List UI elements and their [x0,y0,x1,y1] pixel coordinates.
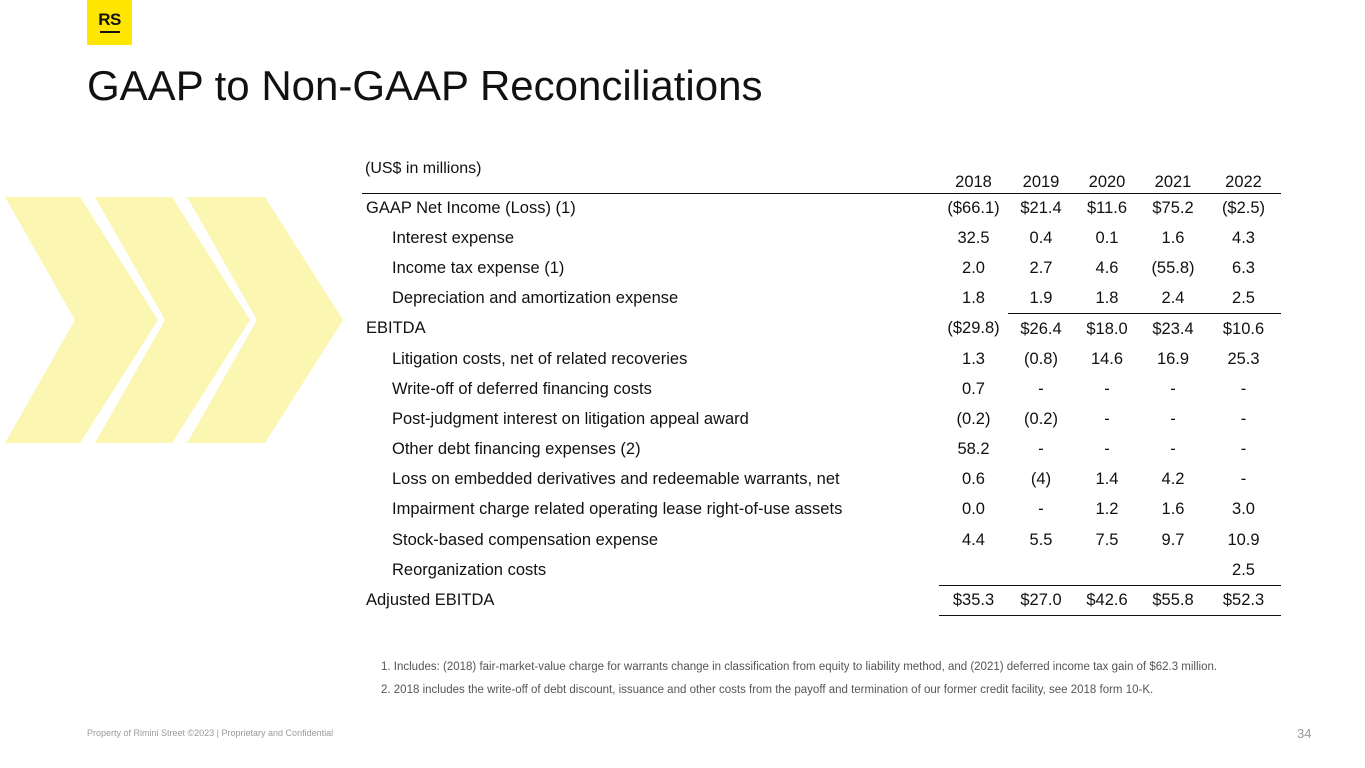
value-cell: ($2.5) [1221,198,1266,217]
logo-underline [100,31,120,33]
value-cell: 1.8 [962,289,985,308]
value-cell: $18.0 [1074,314,1140,344]
value-cell: 0.4 [1029,228,1053,247]
value-cell: 2.0 [962,258,985,277]
value-cell: $55.8 [1140,585,1206,615]
value-cell: (0.2) [1024,409,1058,428]
value-cell: 4.6 [1095,258,1119,277]
value-cell: $21.4 [1020,198,1062,217]
value-cell: - [1104,379,1110,398]
value-cell: $52.3 [1206,585,1281,615]
value-cell: 2.4 [1161,288,1185,307]
value-cell [939,555,1008,585]
value-cell: 4.2 [1161,470,1185,489]
row-label: Loss on embedded derivatives and redeemable warrants, net [392,470,840,489]
value-cell: 0.0 [962,500,985,519]
footnote-1: 1. Includes: (2018) fair-market-value charge for warrants change in classification from equity to liability method, and (2021) deferred income tax gain of $62.3 million. [381,661,1218,673]
row-label: Adjusted EBITDA [366,591,495,610]
row-label: Other debt financing expenses (2) [392,440,641,459]
value-cell: 25.3 [1227,349,1260,368]
year-header: 2020 [1074,170,1140,193]
page-number: 34 [1297,726,1312,741]
page-title: GAAP to Non-GAAP Reconciliations [87,62,763,109]
table-header-row [362,170,1281,193]
row-label: Post-judgment interest on litigation appeal award [392,409,749,428]
row-label: Impairment charge related operating lease right-of-use assets [392,500,843,519]
year-header: 2021 [1140,170,1206,193]
value-cell: (4) [1030,470,1052,489]
value-cell: 6.3 [1232,258,1255,277]
row-label: Litigation costs, net of related recoveries [392,349,688,368]
value-cell: - [1240,409,1247,428]
value-cell: (0.8) [1024,349,1058,368]
table-row [362,314,1281,344]
value-cell: - [1170,379,1176,398]
value-cell: 0.7 [962,379,985,398]
value-cell: 16.9 [1156,349,1190,368]
header-label-cell [362,170,939,193]
value-cell [1074,555,1140,585]
value-cell: 1.2 [1095,500,1119,519]
value-cell: - [1104,440,1110,459]
table-row [362,404,1281,434]
reconciliation-table [362,170,1281,616]
value-cell: ($66.1) [947,198,1000,217]
year-header: 2019 [1008,170,1074,193]
value-cell: $11.6 [1086,198,1128,217]
row-label: Interest expense [392,228,514,247]
row-label: Income tax expense (1) [392,258,565,277]
value-cell: 58.2 [957,440,990,459]
value-cell: - [1240,470,1247,489]
value-cell: $26.4 [1008,314,1074,344]
table-row [362,495,1281,525]
year-header: 2022 [1206,170,1281,193]
table-row [362,223,1281,253]
value-cell: 1.8 [1095,288,1119,307]
footnote-2: 2. 2018 includes the write-off of debt discount, issuance and other costs from the payoff and termination of our former credit facility, see 2018 form 10-K. [381,684,1154,696]
value-cell: $10.6 [1206,314,1281,344]
value-cell: - [1240,440,1247,459]
value-cell [1140,555,1206,585]
footer-copyright: Property of Rimini Street ©2023 | Proprietary and Confidential [87,728,334,738]
value-cell: $35.3 [939,585,1008,615]
value-cell: - [1104,409,1110,428]
value-cell: - [1240,379,1247,398]
row-label: Stock-based compensation expense [392,530,658,549]
table-row [362,465,1281,495]
row-label: Depreciation and amortization expense [392,289,679,308]
value-cell: 2.5 [1232,288,1255,307]
table-row [362,525,1281,555]
value-cell: 3.0 [1232,500,1255,519]
row-label: EBITDA [366,319,426,338]
value-cell: 1.3 [962,349,985,368]
value-cell: ($29.8) [947,319,1000,338]
year-header: 2018 [939,170,1008,193]
value-cell: - [1038,440,1044,459]
row-label: Write-off of deferred financing costs [392,379,652,398]
value-cell: 4.3 [1232,228,1255,247]
value-cell: $42.6 [1074,585,1140,615]
value-cell: 0.1 [1095,228,1119,247]
value-cell [1008,555,1074,585]
table-row [362,344,1281,374]
value-cell: $75.2 [1152,198,1194,217]
value-cell: - [1170,440,1176,459]
value-cell: - [1038,500,1044,519]
table-row [362,555,1281,585]
row-label: Reorganization costs [392,560,547,579]
value-cell: 1.6 [1161,500,1185,519]
value-cell: 5.5 [1029,530,1053,549]
table-row [362,253,1281,283]
value-cell: 1.4 [1095,470,1119,489]
value-cell: 14.6 [1090,349,1124,368]
value-cell: 0.6 [962,470,985,489]
value-cell: 7.5 [1095,530,1119,549]
value-cell: 4.4 [962,530,985,549]
table-row [362,193,1281,223]
value-cell: 2.5 [1232,560,1255,579]
units-label: (US$ in millions) [365,160,482,177]
chevron-arrows-decoration [0,196,345,446]
row-label: GAAP Net Income (Loss) (1) [366,198,576,217]
value-cell: 32.5 [957,228,990,247]
logo-text: RS [98,10,121,29]
value-cell: 2.7 [1029,258,1053,277]
table-row [362,585,1281,615]
value-cell: $27.0 [1008,585,1074,615]
value-cell: $23.4 [1140,314,1206,344]
value-cell: (55.8) [1151,258,1195,277]
value-cell: (0.2) [956,409,991,428]
value-cell: 1.9 [1029,288,1053,307]
value-cell: 9.7 [1161,530,1185,549]
value-cell: 10.9 [1227,530,1260,549]
footnotes [381,660,1217,706]
value-cell: - [1038,379,1044,398]
table-row [362,374,1281,404]
value-cell: - [1170,409,1176,428]
value-cell: 1.6 [1161,228,1185,247]
table-row [362,435,1281,465]
rimini-street-logo [87,0,132,45]
table-row [362,284,1281,314]
